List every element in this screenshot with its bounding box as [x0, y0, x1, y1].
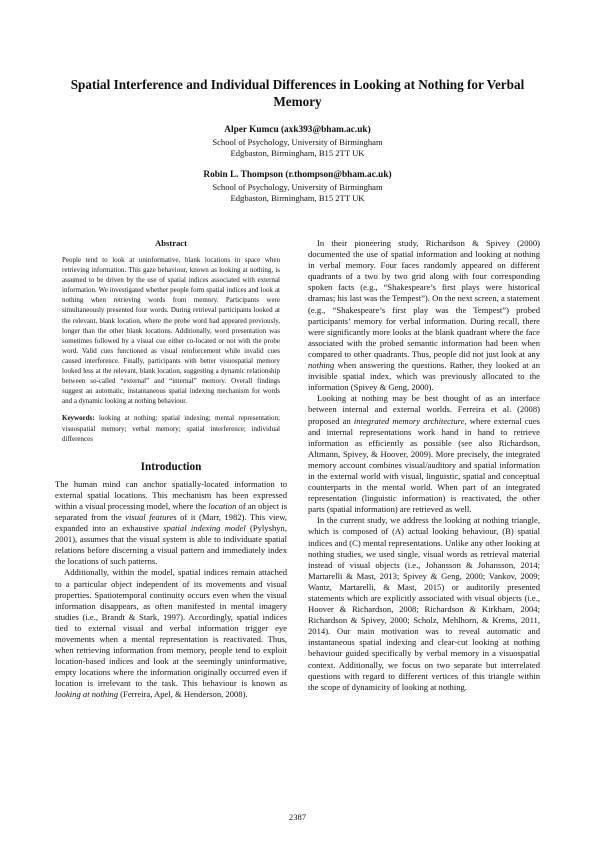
- keywords-text: looking at nothing; spatial indexing; mental representation; visuospatial memory; verbal memory; spatial interference; individual differences: [62, 414, 280, 443]
- introduction-heading: Introduction: [140, 460, 202, 473]
- author-address: Edgbaston, Birmingham, B15 2TT UK: [230, 193, 365, 203]
- emphasis: visual feature: [125, 511, 174, 522]
- text-run: Additionally, within the model, spatial indices remain attached to a particular object independent of its movements and visual properties. Spatiotemporal continuity occurs even when the visual information disappears, as often manifested in mental imagery studies (i.e., Brandt & Stark, 1997). Accordingly, spatial indices tied to external visual and verbal information trigger eye movements when a mental representation is reactivated. Thus, when retrieving information from memory, people tend to exploit location-based indices and look at the seemingly uninformative, empty locations where the information originally occurred even if location is irrelevant to the task. This behaviour is known as: [55, 567, 287, 689]
- abstract-heading: Abstract: [155, 238, 187, 248]
- author-block-2: [120, 170, 475, 205]
- text-run: when answering the questions. Rather, they looked at an invisible spatial index, which was previously allocated to the information (Spivey & Geng, 2000).: [308, 360, 540, 393]
- text-run: Looking at nothing may be best thought of as an interface between internal and external worlds. Ferreira et al. (2008) proposed an: [308, 393, 540, 426]
- text-run: (Ferreira, Apel, & Henderson, 2008).: [118, 689, 248, 700]
- text-run: , where external cues and internal representations work hand in hand to retrieve information as efficiently as possible (see also Richardson, Altmann, Spivey, & Hoover, 2009). More precisely, the integrated memory account combines visual/auditory and spatial information in the external world with visual, linguistic, spatial and conceptual counterparts in the mental world. When part of an integrated representation (linguistic information) is reactivated, the other parts (spatial information) are retrieved as well.: [308, 415, 541, 515]
- intro-paragraph-3: [308, 238, 540, 393]
- emphasis: integrated memory architecture: [353, 415, 465, 426]
- intro-paragraph-2: [55, 567, 287, 700]
- paper-title: Spatial Interference and Individual Differences in Looking at Nothing for Verbal Memory: [70, 77, 525, 109]
- author-affiliation: School of Psychology, University of Birmingham: [212, 136, 383, 147]
- intro-paragraph-1: [55, 479, 287, 568]
- keywords-label: Keywords:: [62, 414, 95, 423]
- left-column: [55, 238, 287, 701]
- emphasis: location: [208, 500, 237, 511]
- intro-paragraph-4: [308, 393, 540, 515]
- emphasis: nothing: [308, 360, 335, 371]
- intro-paragraph-5: In the current study, we address the looking at nothing triangle, which is composed of (A) actual looking behaviour, (B) spatial indices and (C) mental representations. Unlike any other looking at nothing studies, we used single, visual words as retrieval material instead of visual objects (i.e., Johansson & Johansson, 2014; Martarelli & Mast, 2013; Spivey & Geng, 2000; Vankov, 2009; Wantz, Martarelli, & Mast, 2015) or auditorily presented statements which are explicitly associated with visual objects (i.e., Hoover & Richardson, 2008; Richardson & Kirkham, 2004; Richardson & Spivey, 2000; Scholz, Mehlhorn, & Krems, 2011, 2014). Our main motivation was to reveal automatic and instantaneous spatial indexing and clear-cut looking at nothing behaviour guided specifically by verbal memory in a visuospatial context. Additionally, we focus on two separate but interrelated questions with regard to different vertices of this triangle within the scope of dynamicity of looking at nothing.: [308, 515, 540, 692]
- text-run: of an object is separated from the: [55, 500, 287, 522]
- text-run: s of it (Marr, 1982). This view, expanded into an exhaustive: [55, 511, 287, 534]
- emphasis: spatial indexing model: [163, 523, 246, 534]
- author-address: Edgbaston, Birmingham, B15 2TT UK: [230, 148, 365, 158]
- right-column: [308, 238, 540, 693]
- author-name: Alper Kumcu (axk393@bham.ac.uk): [224, 125, 371, 135]
- text-run: The human mind can anchor spatially-located information to external spatial locations. This mechanism has been expressed within a visual processing model, where the: [55, 478, 287, 511]
- abstract-text: People tend to look at uninformative, blank locations in space when retrieving information. This gaze behaviour, known as looking at nothing, is assumed to be driven by the use of spatial indices associated with external information. We investigated whether people form spatial indices and look at nothing when retrieving words from memory. Participants were simultaneously presented four words. During retrieval participants looked at the relevant, blank location, where the probe word had appeared previously, longer than the other blank locations. Additionally, word presentation was sometimes followed by a visual cue either co-located or not with the probe word. Valid cues functioned as visual reinforcement while invalid cues caused interference. Finally, participants with better visuospatial memory looked less at the relevant, blank location, suggesting a dynamic relationship between so-called “external” and “internal” memory. Overall findings suggest an automatic, instantaneous spatial indexing mechanism for words and a dynamic looking at nothing behaviour.: [62, 256, 280, 406]
- keywords: [62, 413, 280, 443]
- text-run: (Pylyshyn, 2001), assumes that the visual system is able to individuate spatial relations before discerning a visual pattern and immediately index the locations of such patterns.: [55, 523, 287, 567]
- text-run: In their pioneering study, Richardson & Spivey (2000) documented the use of spatial information and looking at nothing in verbal memory. Four faces randomly appeared on different quadrants of a two by two grid along with four corresponding spoken facts (e.g., “Shakespeare’s first plays were historical dramas; his last was the Tempest”). On the next screen, a statement (e.g., “Shakespeare’s first play was the Tempest”) probed participants’ memory for verbal information. During recall, there were significantly more looks at the blank quadrant where the face associated with the probed semantic information had been when compared to other quadrants. Thus, people did not just look at any: [308, 238, 540, 359]
- author-block-1: [120, 125, 475, 160]
- author-name: Robin L. Thompson (r.thompson@bham.ac.uk): [203, 170, 392, 180]
- emphasis: looking at nothing: [55, 689, 119, 700]
- author-affiliation: School of Psychology, University of Birmingham: [212, 181, 383, 192]
- page-number: 2387: [288, 812, 307, 822]
